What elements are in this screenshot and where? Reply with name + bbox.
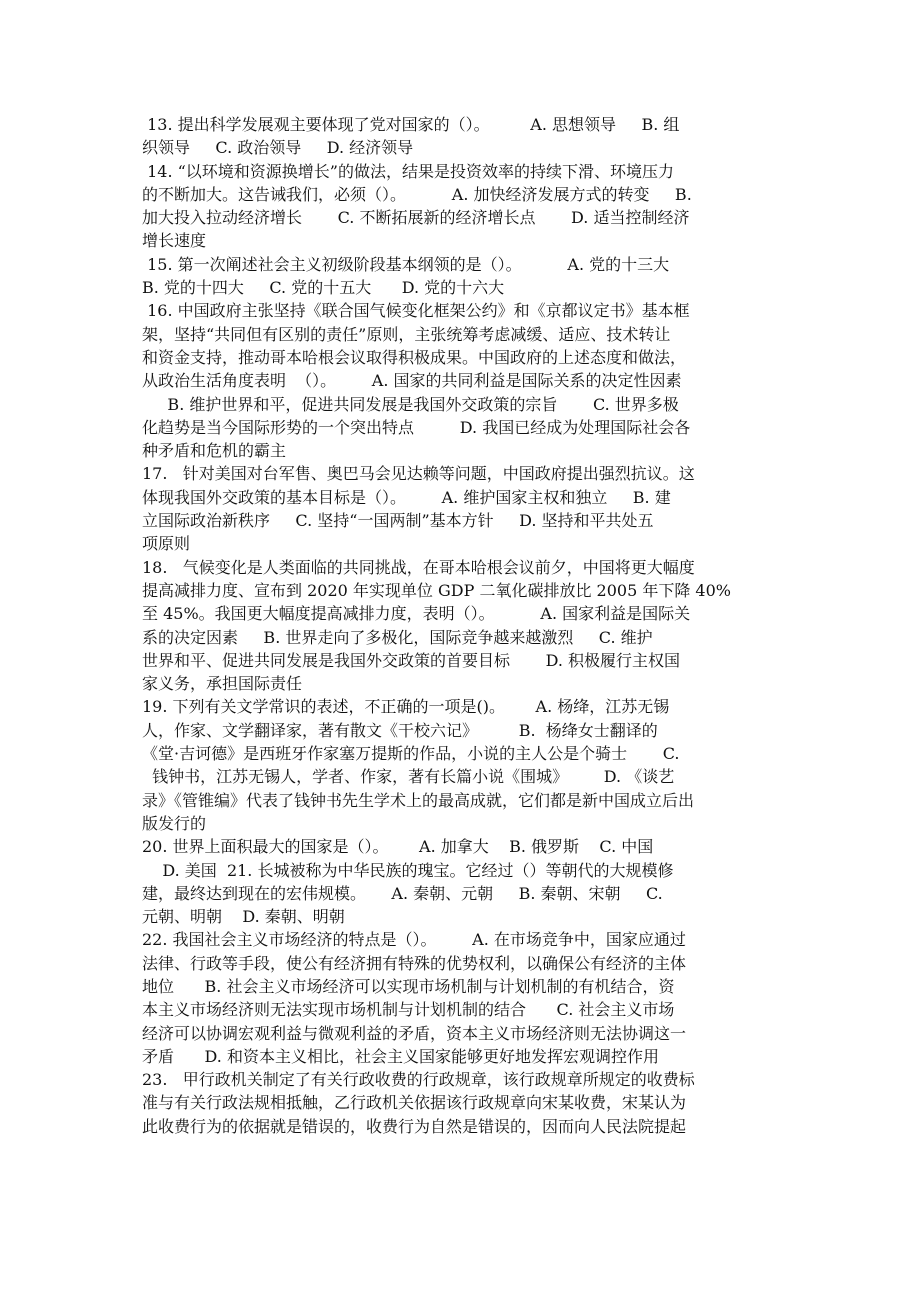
text-line: 13. 提出科学发展观主要体现了党对国家的（）。 A. 思想领导 B. 组 (142, 115, 680, 134)
text-line: B. 党的十四大 C. 党的十五大 D. 党的十六大 (142, 278, 505, 298)
text-line: 20. 世界上面积最大的国家是（）。 A. 加拿大 B. 俄罗斯 C. 中国 (142, 837, 654, 857)
text-line: D. 美国 21. 长城被称为中华民族的瑰宝。它经过（）等朝代的大规模修 (142, 860, 674, 880)
text-line: 15. 第一次阐述社会主义初级阶段基本纲领的是（）。 A. 党的十三大 (142, 254, 670, 274)
text-line: 元朝、明朝 D. 秦朝、明朝 (142, 907, 345, 927)
text-line: 至 45%。我国更大幅度提高减排力度，表明（）。 A. 国家利益是国际关 (142, 604, 691, 624)
text-line: 和资金支持，推动哥本哈根会议取得积极成果。中国政府的上述态度和做法， (142, 347, 687, 367)
text-line: 16. 中国政府主张坚持《联合国气候变化框架公约》和《京都议定书》基本框 (142, 301, 690, 321)
text-line: 建，最终达到现在的宏伟规模。 A. 秦朝、元朝 B. 秦朝、宋朝 C. (142, 883, 663, 903)
text-line: 项原则 (142, 534, 191, 554)
text-line: 本主义市场经济则无法实现市场机制与计划机制的结合 C. 社会主义市场 (142, 1000, 675, 1020)
text-line: 从政治生活角度表明 （）。 A. 国家的共同利益是国际关系的决定性因素 (142, 371, 682, 391)
text-line: B. 维护世界和平，促进共同发展是我国外交政策的宗旨 C. 世界多极 (142, 394, 679, 414)
text-line: 织领导 C. 政治领导 D. 经济领导 (142, 138, 414, 158)
text-line: 种矛盾和危机的霸主 (142, 441, 287, 461)
text-line: 19. 下列有关文学常识的表述，不正确的一项是()。 A. 杨绛，江苏无锡 (142, 697, 670, 717)
text-line: 22. 我国社会主义市场经济的特点是（）。 A. 在市场竞争中，国家应通过 (142, 930, 686, 950)
text-line: 的不断加大。这告诫我们，必须（）。 A. 加快经济发展方式的转变 B. (142, 184, 692, 204)
document-body (142, 113, 782, 1138)
text-line: 法律、行政等手段，使公有经济拥有特殊的优势权利，以确保公有经济的主体 (142, 953, 687, 973)
text-line: 准与有关行政法规相抵触，乙行政机关依据该行政规章向宋某收费，宋某认为 (142, 1093, 687, 1113)
text-line: 增长速度 (142, 231, 207, 251)
text-line: 体现我国外交政策的基本目标是（）。 A. 维护国家主权和独立 B. 建 (142, 487, 671, 507)
text-line: 《堂·吉诃德》是西班牙作家塞万提斯的作品，小说的主人公是个骑士 C. (142, 744, 680, 764)
text-line: 经济可以协调宏观利益与微观利益的矛盾，资本主义市场经济则无法协调这一 (142, 1023, 687, 1043)
text-line: 提高减排力度、宣布到 2020 年实现单位 GDP 二氧化碳排放比 2005 年下降 40% (142, 580, 731, 600)
text-line: 家义务，承担国际责任 (142, 674, 303, 694)
text-line: 系的决定因素 B. 世界走向了多极化，国际竞争越来越激烈 C. 维护 (142, 627, 653, 647)
text-line: 14. “以环境和资源换增长”的做法，结果是投资效率的持续下滑、环境压力 (142, 161, 674, 181)
text-line: 17. 针对美国对台军售、奥巴马会见达赖等问题，中国政府提出强烈抗议。这 (142, 464, 695, 484)
text-line: 化趋势是当今国际形势的一个突出特点 D. 我国已经成为处理国际社会各 (142, 417, 691, 437)
text-line: 此收费行为的依据就是错误的，收费行为自然是错误的，因而向人民法院提起 (142, 1116, 687, 1136)
text-line: 人，作家、文学翻译家，著有散文《干校六记》 B. 杨绛女士翻译的 (142, 720, 658, 740)
text-line: 矛盾 D. 和资本主义相比，社会主义国家能够更好地发挥宏观调控作用 (142, 1046, 659, 1066)
text-line: 18. 气候变化是人类面临的共同挑战，在哥本哈根会议前夕，中国将更大幅度 (142, 557, 695, 577)
text-line: 版发行的 (142, 813, 207, 833)
text-line: 录》《管锥编》代表了钱钟书先生学术上的最高成就，它们都是新中国成立后出 (142, 790, 695, 810)
text-line: 23. 甲行政机关制定了有关行政收费的行政规章，该行政规章所规定的收费标 (142, 1070, 695, 1090)
text-line: 钱钟书，江苏无锡人，学者、作家，著有长篇小说《围城》 D. 《谈艺 (142, 767, 675, 787)
text-line: 地位 B. 社会主义市场经济可以实现市场机制与计划机制的有机结合，资 (142, 976, 675, 996)
text-line: 立国际政治新秩序 C. 坚持“一国两制”基本方针 D. 坚持和平共处五 (142, 511, 654, 531)
text-line: 架，坚持“共同但有区别的责任”原则，主张统筹考虑减缓、适应、技术转让 (142, 324, 671, 344)
text-line: 加大投入拉动经济增长 C. 不断拓展新的经济增长点 D. 适当控制经济 (142, 208, 690, 228)
text-line: 世界和平、促进共同发展是我国外交政策的首要目标 D. 积极履行主权国 (142, 650, 681, 670)
